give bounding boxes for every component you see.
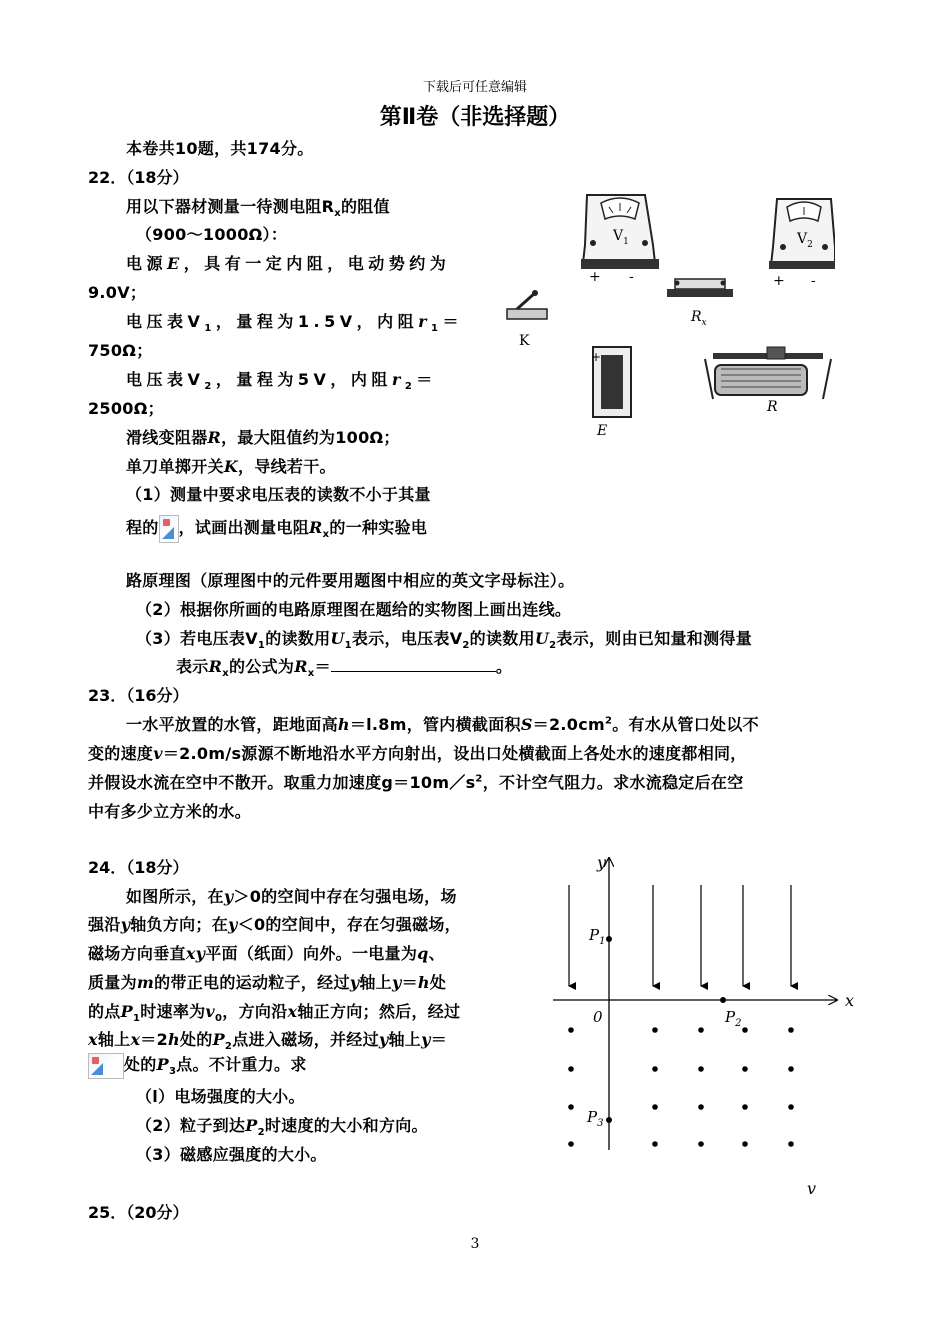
q22-part1-line2: 程的 ，试画出测量电阻$R_x$的一种实验电: [126, 508, 427, 555]
field-dot: [652, 1141, 658, 1147]
k-label: K: [519, 333, 530, 349]
q24-line3: 磁场方向垂直xy平面（纸面）向外。一电量为q、: [88, 944, 445, 963]
q23-line3: 并假设水流在空中不散开。取重力加速度$g=10m/s^2$，不计空气阻力。求水流稳定后在空: [88, 773, 744, 792]
v2-plus: +: [773, 273, 785, 289]
apparatus-figure: [505, 185, 835, 445]
q22-line3: 电源E，具有一定内阻，电动势约为: [126, 254, 451, 273]
q22-line5: 电压表$V_1$，量程为1.5V，内阻$r_1=$: [126, 312, 464, 335]
q23-number: 23．（16分）: [88, 686, 189, 705]
q24-line7: 处的$P_3$点。不计重力。求: [88, 1050, 307, 1087]
svg-text:+: +: [591, 350, 602, 364]
q24-part2: （2）粒子到达$P_2$时速度的大小和方向。: [136, 1116, 428, 1139]
v1-minus: -: [629, 269, 634, 285]
q24-part3: （3）磁感应强度的大小。: [136, 1145, 327, 1164]
origin-label: 0: [593, 1008, 603, 1026]
field-dot: [652, 1027, 658, 1033]
q22-line4: 9.0V；: [88, 283, 147, 302]
v-label: v: [807, 1179, 817, 1198]
field-dot: [568, 1066, 574, 1072]
q22-part1-line3: 路原理图（原理图中的元件要用题图中相应的英文字母标注）。: [126, 571, 575, 590]
field-dot: [652, 1066, 658, 1072]
field-dot: [698, 1066, 704, 1072]
x-axis-label: x: [845, 991, 855, 1010]
q22-part2: （2）根据你所画的电路原理图在题给的实物图上画出连线。: [136, 600, 572, 619]
field-dot: [698, 1027, 704, 1033]
field-dot: [788, 1066, 794, 1072]
field-dot: [742, 1104, 748, 1110]
q22-part1-line1: （1）测量中要求电压表的读数不小于其量: [126, 485, 431, 504]
field-dot: [788, 1027, 794, 1033]
e-label: E: [597, 423, 608, 439]
q24-line6: x轴上x＝2h处的$P_2$点进入磁场，并经过y轴上y＝: [88, 1030, 448, 1053]
field-dot: [742, 1141, 748, 1147]
fraction-image-icon: [159, 515, 179, 543]
q22-line9: 滑线变阻器R，最大阻值约为100Ω；: [126, 428, 400, 447]
answer-blank[interactable]: [331, 657, 496, 672]
q22-line6: 750Ω；: [88, 341, 153, 360]
q24-number: 24．（18分）: [88, 858, 189, 877]
field-dot: [788, 1104, 794, 1110]
rheostat-r: [705, 347, 831, 415]
q22-part3-line2: 表示$R_x$的公式为$R_x=$ 。: [176, 657, 513, 680]
field-dot: [568, 1027, 574, 1033]
q22-part3-line1: （3）若电压表$V_1$的读数用$U_1$表示，电压表$V_2$的读数用$U_2$表示，则由已知量和测得量: [136, 629, 753, 652]
q24-line1: 如图所示，在y＞0的空间中存在匀强电场，场: [126, 887, 457, 906]
p1-label: $P_1$: [589, 926, 606, 947]
point-p2: [720, 997, 726, 1003]
section-title: 第Ⅱ卷（非选择题）: [379, 105, 571, 130]
field-dot: [698, 1104, 704, 1110]
battery-e: [591, 347, 631, 439]
q24-line2: 强沿y轴负方向；在y＜0的空间中，存在匀强磁场，: [88, 915, 461, 934]
field-dot: [698, 1141, 704, 1147]
q25-number: 25．（20分）: [88, 1203, 189, 1222]
q22-line2: （900～1000Ω）：: [136, 225, 288, 244]
v1-label: $V_1$: [613, 228, 629, 247]
v2-label: $V_2$: [797, 231, 813, 250]
field-diagram: [545, 850, 865, 1210]
v1-plus: +: [589, 269, 601, 285]
fraction-image-icon: [88, 1053, 124, 1079]
r-label: R: [767, 399, 778, 415]
q23-line2: 变的速度v＝2.0m/s源源不断地沿水平方向射出，设出口处横截面上各处水的速度都相同，: [88, 744, 747, 763]
page-header: 下载后可任意编辑: [422, 80, 527, 95]
q22-line1: 用以下器材测量一待测电阻$R_x$的阻值: [126, 197, 390, 220]
v2-minus: -: [811, 273, 816, 289]
field-dot: [788, 1141, 794, 1147]
q24-line5: 的点$P_1$时速率为$v_0$，方向沿x轴正方向；然后，经过: [88, 1002, 461, 1025]
p3-label: $P_3$: [587, 1108, 604, 1129]
q22-number: 22．（18分）: [88, 168, 189, 187]
q24-part1: （l）电场强度的大小。: [136, 1087, 305, 1106]
y-axis-label: y: [597, 853, 607, 872]
field-dot: [568, 1141, 574, 1147]
switch-k: [507, 290, 547, 349]
q22-line10: 单刀单掷开关K，导线若干。: [126, 457, 336, 476]
q23-line4: 中有多少立方米的水。: [88, 802, 252, 821]
q23-line1: 一水平放置的水管，距地面高h＝l.8m，管内横截面积$S=2.0cm^2$。有水从管口处以不: [126, 715, 759, 734]
voltmeter-v2: [769, 199, 835, 289]
voltmeter-v1: [581, 195, 659, 285]
field-dot: [568, 1104, 574, 1110]
point-p1: [606, 936, 612, 942]
p2-label: $P_2$: [725, 1008, 742, 1029]
point-p3: [606, 1117, 612, 1123]
rx-label: $R_x$: [691, 309, 707, 328]
resistor-rx: [667, 279, 733, 328]
q22-line8: 2500Ω；: [88, 399, 164, 418]
section-intro: 本卷共10题，共174分。: [126, 139, 314, 158]
field-dot: [652, 1104, 658, 1110]
field-dot: [742, 1066, 748, 1072]
field-dot: [742, 1027, 748, 1033]
q22-line7: 电压表$V_2$，量程为5V，内阻$r_2=$: [126, 370, 437, 393]
page-number: 3: [470, 1236, 480, 1252]
q24-line4: 质量为m的带正电的运动粒子，经过y轴上y＝h处: [88, 973, 447, 992]
